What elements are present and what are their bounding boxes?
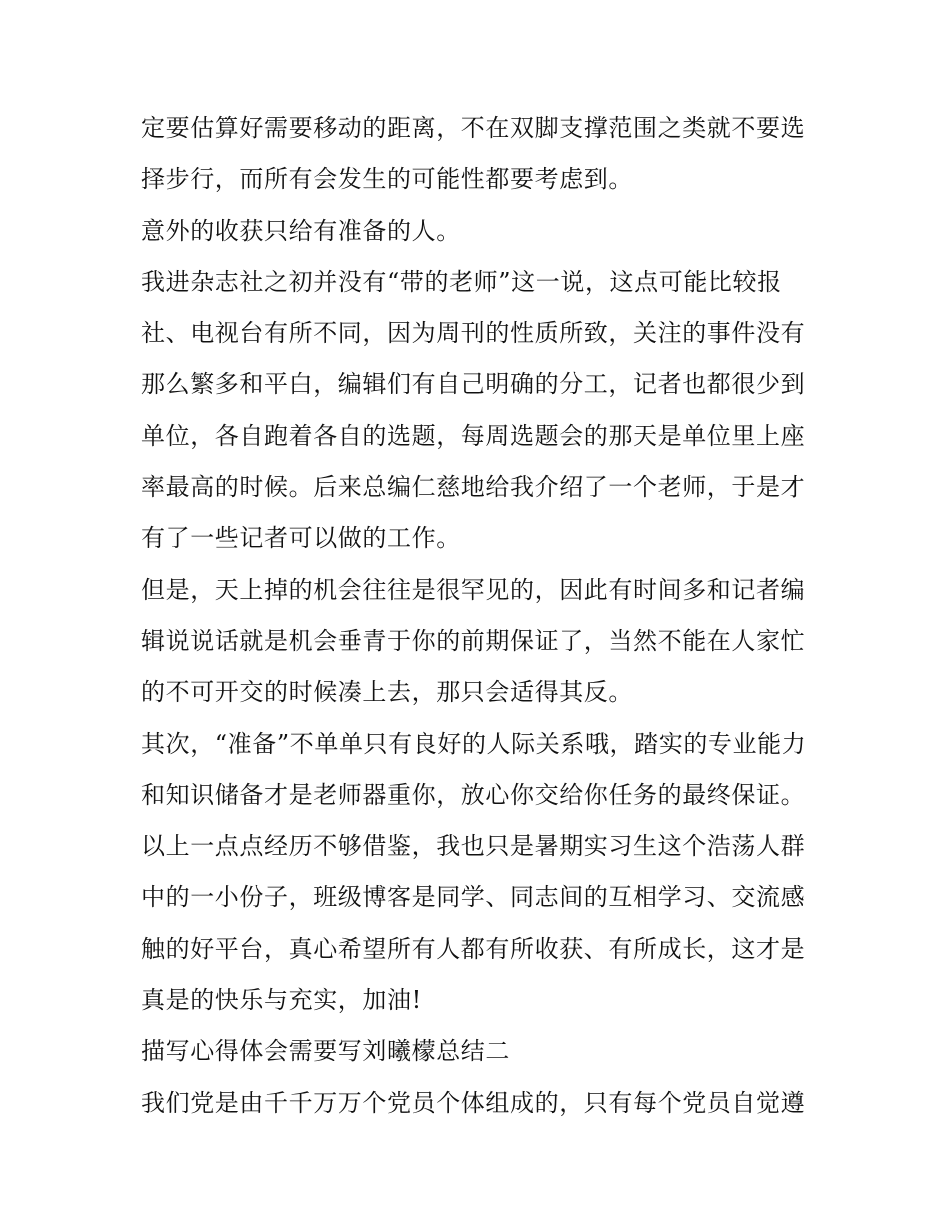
text-line: 我们党是由千千万万个党员个体组成的，只有每个党员自觉遵 <box>141 1088 806 1117</box>
text-line: 和知识储备才是老师器重你，放心你交给你任务的最终保证。 <box>141 780 806 809</box>
text-line: 那么繁多和平白，编辑们有自己明确的分工，记者也都很少到 <box>141 370 806 399</box>
text-line: 触的好平台，真心希望所有人都有所收获、有所成长，这才是 <box>141 934 806 963</box>
body-text <box>141 103 821 1129</box>
text-line: 我进杂志社之初并没有“带的老师”这一说，这点可能比较报 <box>141 267 782 296</box>
text-line: 有了一些记者可以做的工作。 <box>141 524 461 553</box>
text-line: 但是，天上掉的机会往往是很罕见的，因此有时间多和记者编 <box>141 575 806 604</box>
text-line: 定要估算好需要移动的距离，不在双脚支撑范围之类就不要选 <box>141 114 806 142</box>
text-line: 的不可开交的时候凑上去，那只会适得其反。 <box>141 678 633 707</box>
text-line: 单位，各自跑着各自的选题，每周选题会的那天是单位里上座 <box>141 421 806 450</box>
text-line: 中的一小份子，班级博客是同学、同志间的互相学习、交流感 <box>141 883 806 912</box>
text-line: 其次，“准备”不单单只有良好的人际关系哦，踏实的专业能力 <box>141 729 807 758</box>
text-line: 以上一点点经历不够借鉴，我也只是暑期实习生这个浩荡人群 <box>141 832 806 861</box>
text-line: 辑说说话就是机会垂青于你的前期保证了，当然不能在人家忙 <box>141 626 806 655</box>
text-line: 意外的收获只给有准备的人。 <box>141 216 461 245</box>
text-line: 真是的快乐与充实，加油! <box>141 986 422 1015</box>
text-line: 择步行，而所有会发生的可能性都要考虑到。 <box>141 165 633 194</box>
text-line: 率最高的时候。后来总编仁慈地给我介绍了一个老师，于是才 <box>141 473 806 502</box>
section-heading: 描写心得体会需要写刘曦檬总结二 <box>141 1037 510 1066</box>
text-line: 社、电视台有所不同，因为周刊的性质所致，关注的事件没有 <box>141 319 806 348</box>
